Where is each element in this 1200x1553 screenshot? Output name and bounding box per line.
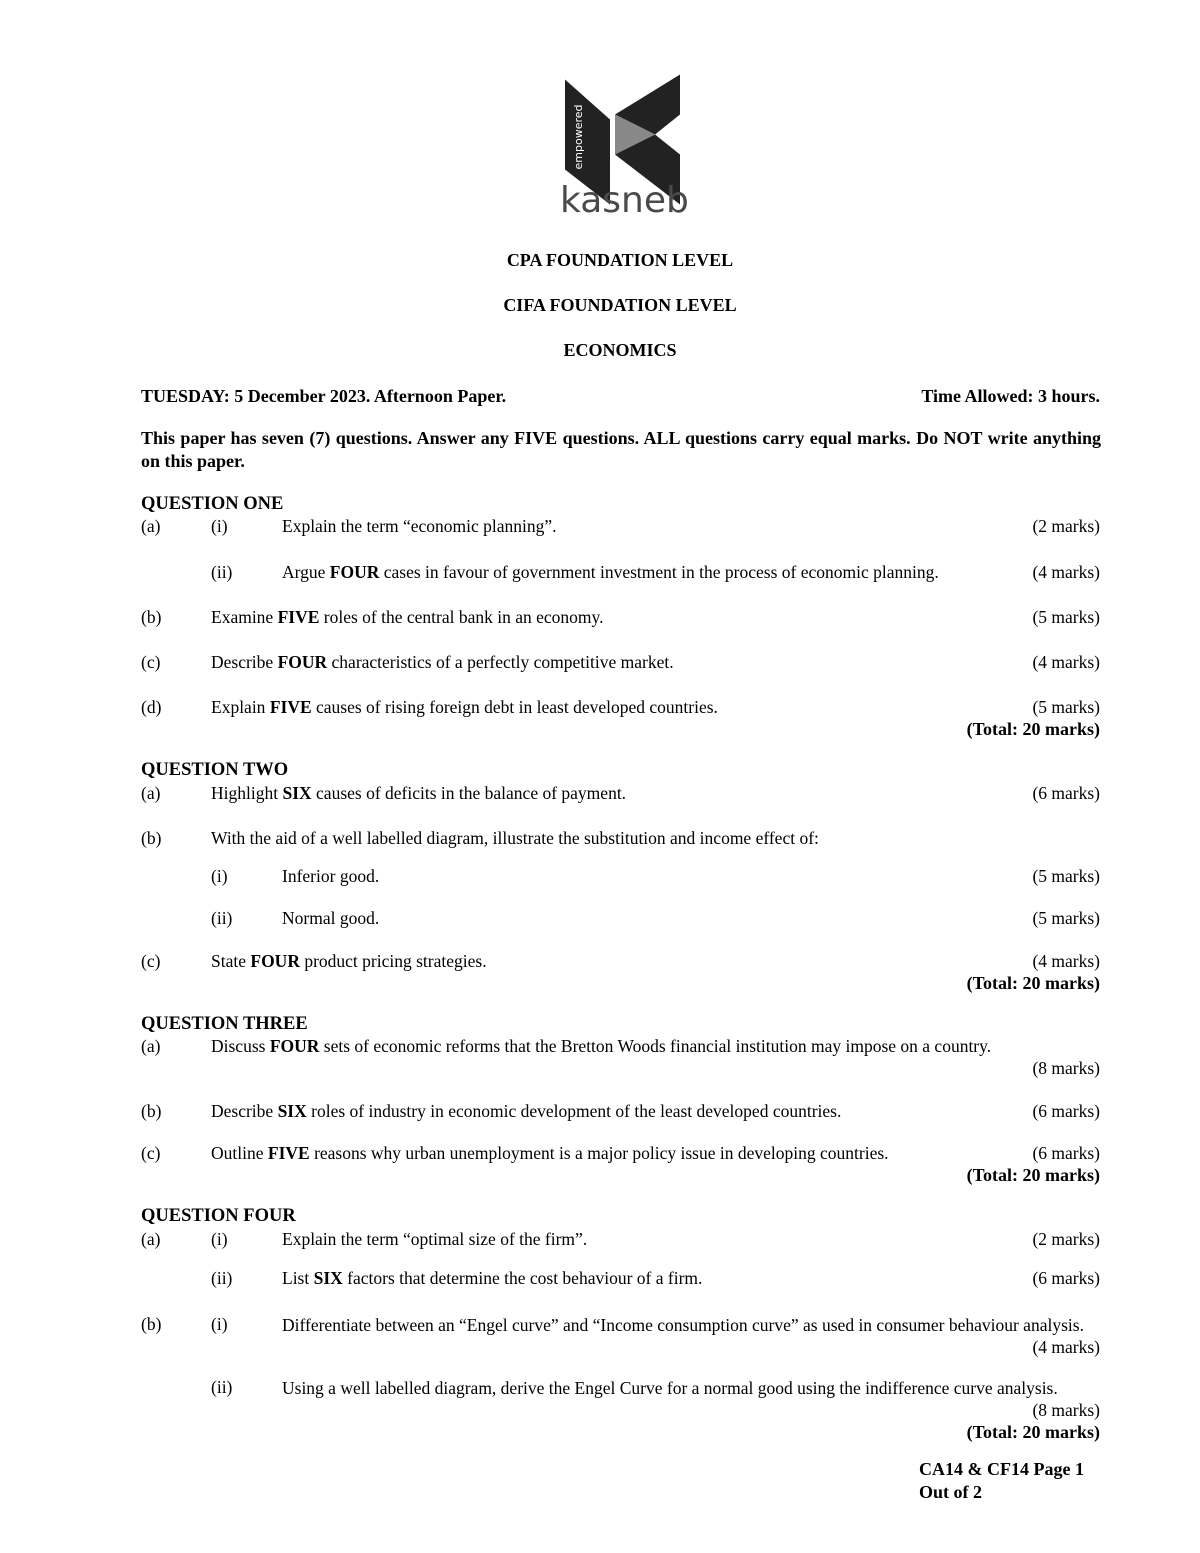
q3-total: (Total: 20 marks) [966, 1165, 1100, 1185]
q4-bi-label: (i) [211, 1314, 228, 1334]
q1-ai-marks: (2 marks) [1032, 516, 1100, 536]
q2-b-text: With the aid of a well labelled diagram, illustrate the substitution and income effect of: [211, 828, 819, 848]
time-allowed: Time Allowed: 3 hours. [921, 386, 1100, 406]
q4-aii-label: (ii) [211, 1268, 233, 1288]
level-cpa: CPA FOUNDATION LEVEL [506, 250, 734, 270]
question-three-title: QUESTION THREE [141, 1014, 308, 1034]
q1-b-marks: (5 marks) [1032, 607, 1100, 627]
page-footer: CA14 & CF14 Page 1 [919, 1459, 1084, 1479]
q2-a-text: Highlight SIX causes of deficits in the balance of payment. [211, 783, 627, 803]
q2-b-label: (b) [141, 828, 162, 848]
question-four-title: QUESTION FOUR [141, 1206, 296, 1226]
q1-d-marks: (5 marks) [1032, 697, 1100, 717]
q2-bi-text: Inferior good. [282, 866, 380, 886]
q1-d-text: Explain FIVE causes of rising foreign debt in least developed countries. [211, 697, 718, 717]
q4-bii-text: Using a well labelled diagram, derive the Engel Curve for a normal good using the indifference curve analysis. [282, 1378, 1058, 1398]
q2-c-marks: (4 marks) [1032, 951, 1100, 971]
q1-ai-text: Explain the term “economic planning”. [282, 516, 557, 536]
q1-aii-text: Argue FOUR cases in favour of government investment in the process of economic planning. [282, 562, 939, 582]
q3-a-label: (a) [141, 1036, 161, 1056]
q3-c-text: Outline FIVE reasons why urban unemployment is a major policy issue in developing countries. [211, 1143, 889, 1163]
q4-ai-marks: (2 marks) [1032, 1229, 1100, 1249]
q1-aii-marks: (4 marks) [1032, 562, 1100, 582]
q2-c-label: (c) [141, 951, 161, 971]
q1-b-label: (b) [141, 607, 162, 627]
q2-a-marks: (6 marks) [1032, 783, 1100, 803]
q1-total: (Total: 20 marks) [966, 719, 1100, 739]
q2-bii-text: Normal good. [282, 908, 380, 928]
q4-ai-label: (i) [211, 1229, 228, 1249]
q4-ai-text: Explain the term “optimal size of the firm”. [282, 1229, 588, 1249]
q3-b-label: (b) [141, 1101, 162, 1121]
q3-c-marks: (6 marks) [1032, 1143, 1100, 1163]
q4-bi-text: Differentiate between an “Engel curve” and “Income consumption curve” as used in consumer behaviour analysis. [282, 1315, 1084, 1335]
q2-bii-marks: (5 marks) [1032, 908, 1100, 928]
q1-b-text: Examine FIVE roles of the central bank in an economy. [211, 607, 604, 627]
logo-word: kasneb [560, 180, 689, 221]
q2-bii-label: (ii) [211, 908, 233, 928]
q1-c-label: (c) [141, 652, 161, 672]
q1-c-text: Describe FOUR characteristics of a perfectly competitive market. [211, 652, 674, 672]
exam-date: TUESDAY: 5 December 2023. Afternoon Paper. [141, 386, 507, 406]
subject-title: ECONOMICS [563, 340, 677, 360]
q3-c-label: (c) [141, 1143, 161, 1163]
q3-a-marks: (8 marks) [1032, 1058, 1100, 1078]
q2-bi-marks: (5 marks) [1032, 866, 1100, 886]
level-cifa: CIFA FOUNDATION LEVEL [503, 295, 737, 315]
q1-c-marks: (4 marks) [1032, 652, 1100, 672]
q3-b-text: Describe SIX roles of industry in economic development of the least developed countries. [211, 1101, 842, 1121]
q1-ai-label: (i) [211, 516, 228, 536]
q4-a-label: (a) [141, 1229, 161, 1249]
question-one-title: QUESTION ONE [141, 494, 284, 514]
q4-bii-label: (ii) [211, 1377, 233, 1397]
question-two-title: QUESTION TWO [141, 760, 289, 780]
q1-a-label: (a) [141, 516, 161, 536]
logo-tagline: empowered [572, 104, 585, 170]
q1-d-label: (d) [141, 697, 162, 717]
q4-bi-marks: (4 marks) [1032, 1337, 1100, 1357]
q4-aii-text: List SIX factors that determine the cost behaviour of a firm. [282, 1268, 703, 1288]
q2-c-text: State FOUR product pricing strategies. [211, 951, 487, 971]
q1-aii-label: (ii) [211, 562, 233, 582]
q3-b-marks: (6 marks) [1032, 1101, 1100, 1121]
q4-aii-marks: (6 marks) [1032, 1268, 1100, 1288]
q3-a-text: Discuss FOUR sets of economic reforms that the Bretton Woods financial institution may impose on a country. [211, 1036, 992, 1056]
q2-total: (Total: 20 marks) [966, 973, 1100, 993]
q4-b-label: (b) [141, 1314, 162, 1334]
q2-a-label: (a) [141, 783, 161, 803]
instructions: This paper has seven (7) questions. Answer any FIVE questions. ALL questions carry equal marks. Do NOT write anything on this paper. [141, 428, 1101, 471]
q4-bii-marks: (8 marks) [1032, 1400, 1100, 1420]
q2-bi-label: (i) [211, 866, 228, 886]
q4-total: (Total: 20 marks) [966, 1422, 1100, 1442]
page-footer-total: Out of 2 [919, 1482, 982, 1502]
